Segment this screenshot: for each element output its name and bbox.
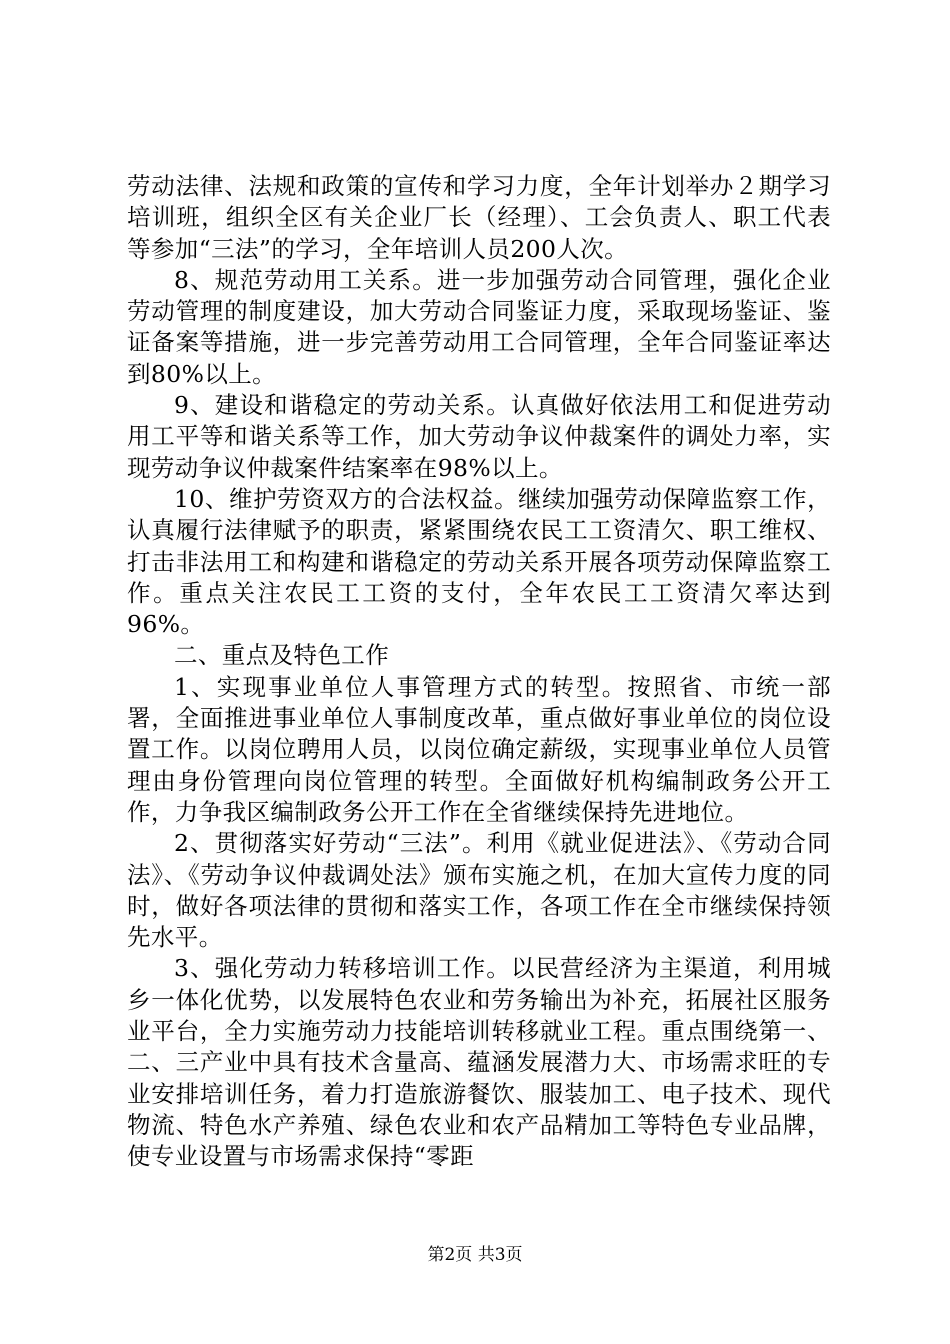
page-number: 第2页 共3页 xyxy=(427,1245,523,1265)
paragraph-key-item-2: 2、贯彻落实好劳动“三法”。利用《就业促进法》、《劳动合同法》、《劳动争议仲裁调处法》颁布实施之机，在加大宣传力度的同时，做好各项法律的贯彻和落实工作，各项工作在全市继续保持领先水平。 xyxy=(127,829,831,952)
section-heading: 二、重点及特色工作 xyxy=(174,641,390,670)
document-body xyxy=(127,171,831,1173)
paragraph-key-item-1: 1、实现事业单位人事管理方式的转型。按照省、市统一部署，全面推进事业单位人事制度改革，重点做好事业单位的岗位设置工作。以岗位聘用人员，以岗位确定薪级，实现事业单位人员管理由身份管理向岗位管理的转型。全面做好机构编制政务公开工作，力争我区编制政务公开工作在全省继续保持先进地位。 xyxy=(127,672,831,826)
page-footer xyxy=(0,1244,950,1266)
paragraph-continuation: 劳动法律、法规和政策的宣传和学习力度，全年计划举办２期学习培训班，组织全区有关企业厂长（经理）、工会负责人、职工代表等参加“三法”的学习，全年培训人员200人次。 xyxy=(127,172,831,263)
paragraph-item-8: 8、规范劳动用工关系。进一步加强劳动合同管理，强化企业劳动管理的制度建设，加大劳动合同鉴证力度，采取现场鉴证、鉴证备案等措施，进一步完善劳动用工合同管理，全年合同鉴证率达到80%以上。 xyxy=(127,265,831,388)
paragraph-item-9: 9、建设和谐稳定的劳动关系。认真做好依法用工和促进劳动用工平等和谐关系等工作，加大劳动争议仲裁案件的调处力率，实现劳动争议仲裁案件结案率在98%以上。 xyxy=(127,391,831,482)
paragraph-item-10: 10、维护劳资双方的合法权益。继续加强劳动保障监察工作，认真履行法律赋予的职责，紧紧围绕农民工工资清欠、职工维权、打击非法用工和构建和谐稳定的劳动关系开展各项劳动保障监察工作。重点关注农民工工资的支付，全年农民工工资清欠率达到96%。 xyxy=(127,484,831,639)
paragraph-key-item-3: 3、强化劳动力转移培训工作。以民营经济为主渠道，利用城乡一体化优势，以发展特色农业和劳务输出为补充，拓展社区服务业平台，全力实施劳动力技能培训转移就业工程。重点围绕第一、二、三产业中具有技术含量高、蕴涵发展潜力大、市场需求旺的专业安排培训任务，着力打造旅游餐饮、服装加工、电子技术、现代物流、特色水产养殖、绿色农业和农产品精加工等特色专业品牌，使专业设置与市场需求保持“零距 xyxy=(127,954,831,1171)
